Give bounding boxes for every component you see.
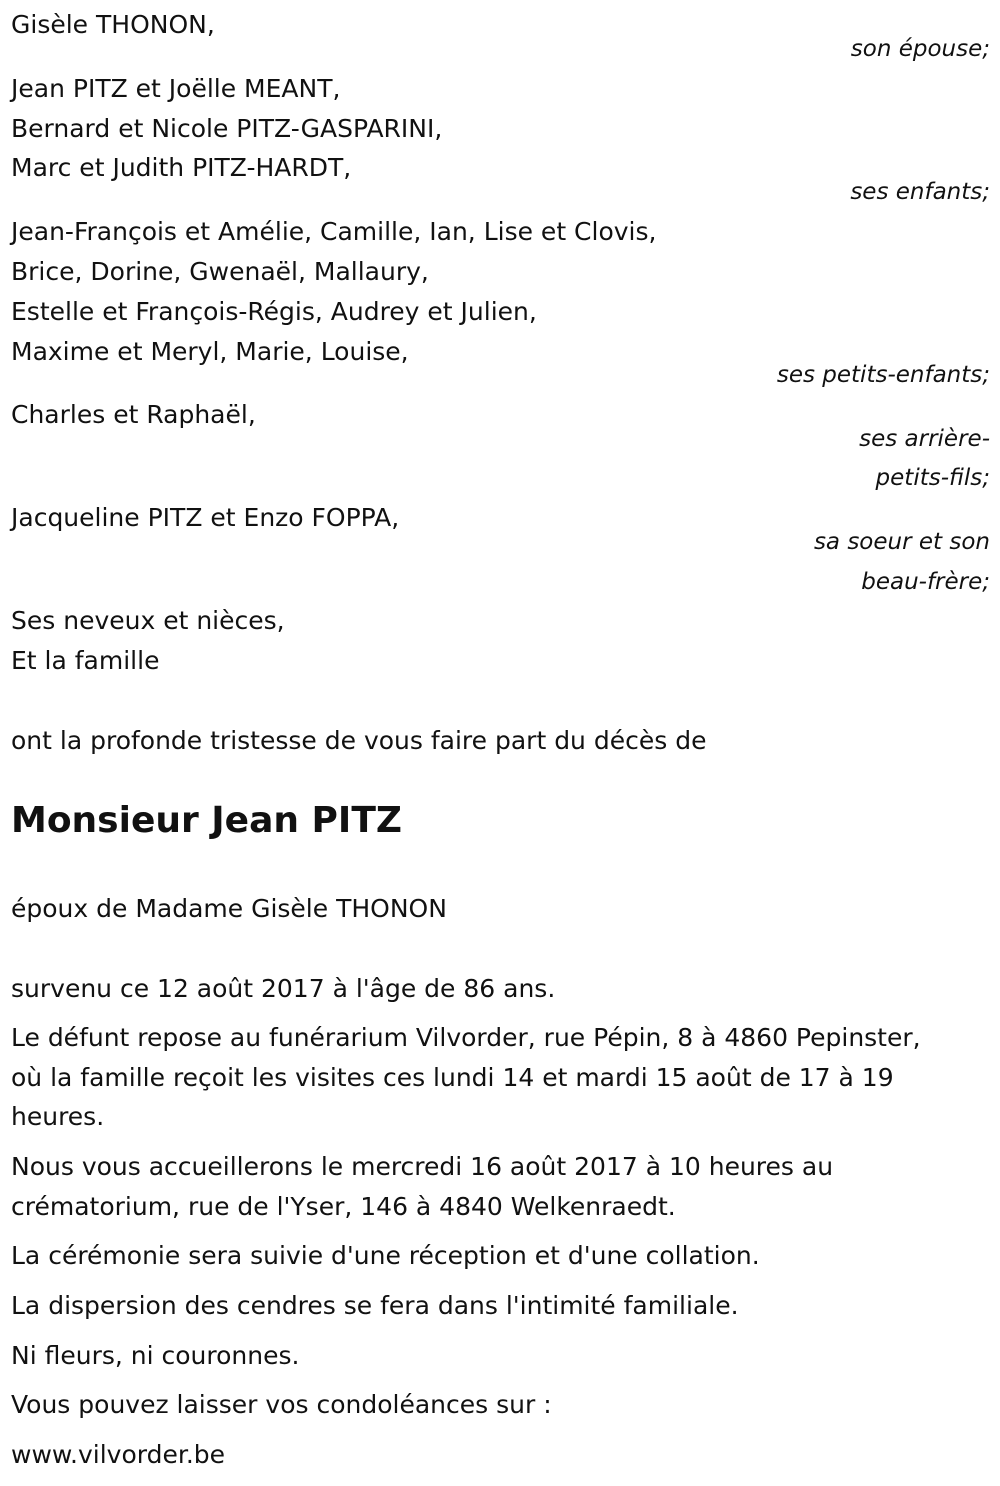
sister-line: Jacqueline PITZ et Enzo FOPPA, bbox=[11, 503, 400, 532]
spouse-name: Gisèle THONON, bbox=[11, 10, 215, 39]
grandchildren-line: Estelle et François-Régis, Audrey et Julien, bbox=[11, 297, 537, 326]
great-grandchildren-relation: ses arrière- bbox=[859, 426, 990, 452]
flowers-text: Ni fleurs, ni couronnes. bbox=[11, 1341, 300, 1370]
announcement-text: ont la profonde tristesse de vous faire part du décès de bbox=[11, 726, 707, 755]
others-line: Ses neveux et nièces, bbox=[11, 606, 285, 635]
website-link[interactable]: www.vilvorder.be bbox=[11, 1440, 226, 1469]
others-line: Et la famille bbox=[11, 646, 160, 675]
ceremony-line: crématorium, rue de l'Yser, 146 à 4840 Welkenraedt. bbox=[11, 1192, 676, 1221]
grandchildren-line: Maxime et Meryl, Marie, Louise, bbox=[11, 337, 409, 366]
grandchildren-relation: ses petits-enfants; bbox=[776, 362, 990, 388]
spouse-of-text: époux de Madame Gisèle THONON bbox=[11, 894, 447, 923]
passed-text: survenu ce 12 août 2017 à l'âge de 86 ans. bbox=[11, 974, 556, 1003]
repose-line: heures. bbox=[11, 1102, 105, 1131]
children-line: Marc et Judith PITZ-HARDT, bbox=[11, 153, 352, 182]
spouse-relation: son épouse; bbox=[850, 36, 990, 62]
ceremony-line: Nous vous accueillerons le mercredi 16 août 2017 à 10 heures au bbox=[11, 1152, 834, 1181]
children-line: Jean PITZ et Joëlle MEANT, bbox=[11, 74, 341, 103]
deceased-name: Monsieur Jean PITZ bbox=[11, 800, 402, 841]
reception-text: La cérémonie sera suivie d'une réception et d'une collation. bbox=[11, 1241, 760, 1270]
great-grandchildren-line: Charles et Raphaël, bbox=[11, 400, 256, 429]
grandchildren-line: Jean-François et Amélie, Camille, Ian, Lise et Clovis, bbox=[11, 217, 657, 246]
children-relation: ses enfants; bbox=[850, 179, 990, 205]
condolences-text: Vous pouvez laisser vos condoléances sur : bbox=[11, 1390, 552, 1419]
great-grandchildren-relation: petits-fils; bbox=[875, 465, 990, 491]
repose-line: Le défunt repose au funérarium Vilvorder, rue Pépin, 8 à 4860 Pepinster, bbox=[11, 1023, 921, 1052]
repose-line: où la famille reçoit les visites ces lundi 14 et mardi 15 août de 17 à 19 bbox=[11, 1063, 894, 1092]
ashes-text: La dispersion des cendres se fera dans l'intimité familiale. bbox=[11, 1291, 739, 1320]
children-line: Bernard et Nicole PITZ-GASPARINI, bbox=[11, 114, 443, 143]
grandchildren-line: Brice, Dorine, Gwenaël, Mallaury, bbox=[11, 257, 429, 286]
sister-relation: beau-frère; bbox=[861, 569, 990, 595]
sister-relation: sa soeur et son bbox=[813, 529, 990, 555]
